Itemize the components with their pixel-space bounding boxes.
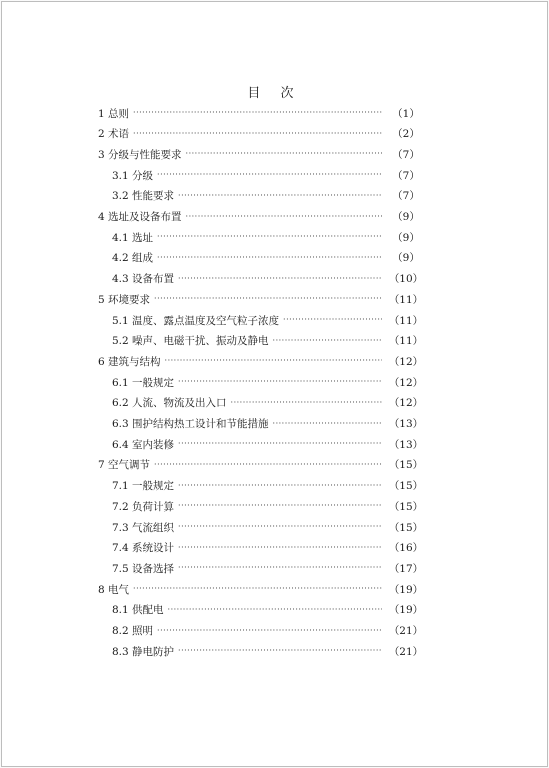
- toc-leader-dots: [157, 227, 382, 247]
- toc-leader-dots: [178, 372, 382, 392]
- toc-entry-label: 8.1 供配电: [112, 604, 164, 617]
- toc-leader-dots: [133, 103, 382, 123]
- toc-leader-dots: [157, 248, 382, 268]
- toc-entry-label: 5.1 温度、露点温度及空气粒子浓度: [112, 314, 280, 327]
- toc-entry-label: 2 术语: [98, 128, 130, 141]
- toc-entry[interactable]: [98, 207, 424, 227]
- toc-entry[interactable]: [112, 310, 424, 330]
- toc-entry-page: （21）: [388, 625, 424, 637]
- toc-entry[interactable]: [112, 248, 424, 268]
- toc-leader-dots: [186, 207, 382, 227]
- toc-entry-page: （19）: [388, 583, 424, 596]
- toc-entry[interactable]: [98, 289, 424, 309]
- toc-entry-label: 8 电气: [98, 583, 130, 596]
- toc-entry-page: （7）: [392, 148, 420, 161]
- toc-entry-page: （12）: [388, 397, 424, 410]
- toc-entry-label: 8.3 静电防护: [112, 645, 175, 658]
- toc-entry-label: 4 选址及设备布置: [98, 211, 182, 223]
- toc-entry-label: 4.3 设备布置: [112, 273, 175, 286]
- toc-entry[interactable]: [112, 186, 424, 206]
- toc-entry-label: 7.2 负荷计算: [112, 500, 175, 513]
- toc-entry-page: （13）: [388, 418, 424, 430]
- toc-entry-page: （12）: [388, 376, 424, 389]
- toc-entry[interactable]: [112, 269, 424, 289]
- toc-entry[interactable]: [112, 517, 424, 537]
- toc-entry[interactable]: [98, 144, 424, 164]
- toc-entry-page: （12）: [388, 355, 424, 368]
- toc-entry-page: （15）: [388, 500, 424, 513]
- toc-entry-page: （15）: [388, 459, 424, 472]
- toc-leader-dots: [186, 144, 382, 164]
- toc-leader-dots: [283, 310, 382, 330]
- toc-entry[interactable]: [112, 372, 424, 392]
- toc-entry[interactable]: [98, 103, 424, 123]
- toc-leader-dots: [273, 331, 382, 351]
- toc-entry-page: （9）: [392, 252, 420, 265]
- toc-entry-page: （11）: [388, 314, 424, 327]
- toc-entry-page: （15）: [388, 521, 424, 534]
- toc-entry-label: 6 建筑与结构: [98, 355, 161, 368]
- toc-entry[interactable]: [112, 496, 424, 516]
- toc-leader-dots: [154, 289, 382, 309]
- toc-leader-dots: [133, 124, 382, 144]
- toc-entry-page: （21）: [388, 645, 424, 658]
- toc-entry-page: （15）: [388, 480, 424, 493]
- toc-entry-page: （7）: [392, 190, 420, 203]
- toc-entry-label: 6.4 室内装修: [112, 438, 175, 451]
- toc-entry[interactable]: [112, 414, 424, 434]
- toc-leader-dots: [178, 641, 382, 661]
- toc-entry-label: 1 总则: [98, 107, 130, 120]
- toc-leader-dots: [157, 165, 382, 185]
- toc-entry[interactable]: [112, 641, 424, 661]
- toc-entry-label: 7.1 一般规定: [112, 480, 175, 493]
- toc-entry[interactable]: [112, 434, 424, 454]
- toc-leader-dots: [178, 434, 382, 454]
- toc-entry[interactable]: [112, 621, 424, 641]
- toc-entry-label: 7 空气调节: [98, 459, 151, 472]
- toc-entry[interactable]: [112, 393, 424, 413]
- toc-entry-page: （2）: [392, 128, 420, 141]
- toc-entry-label: 6.1 一般规定: [112, 376, 175, 389]
- toc-entry[interactable]: [98, 351, 424, 371]
- toc-leader-dots: [178, 496, 382, 516]
- toc-entry[interactable]: [112, 476, 424, 496]
- toc-leader-dots: [133, 579, 382, 599]
- toc-leader-dots: [231, 393, 382, 413]
- toc-entry-page: （10）: [388, 273, 424, 286]
- toc-entry-page: （11）: [388, 335, 424, 348]
- toc-entry[interactable]: [112, 538, 424, 558]
- toc-entry[interactable]: [112, 600, 424, 620]
- toc-entry-page: （9）: [392, 231, 420, 244]
- toc-entry[interactable]: [112, 331, 424, 351]
- toc-leader-dots: [154, 455, 382, 475]
- toc-entry-label: 5.2 噪声、电磁干扰、振动及静电: [112, 335, 269, 348]
- toc-leader-dots: [178, 517, 382, 537]
- toc-entry-label: 5 环境要求: [98, 293, 151, 306]
- toc-leader-dots: [178, 186, 382, 206]
- toc-leader-dots: [178, 476, 382, 496]
- toc-entry-label: 6.2 人流、物流及出入口: [112, 397, 227, 410]
- toc-leader-dots: [168, 600, 382, 620]
- toc-leader-dots: [178, 269, 382, 289]
- toc-entry-page: （16）: [388, 542, 424, 555]
- page-title: 目 次: [247, 86, 302, 101]
- toc-leader-dots: [178, 558, 382, 578]
- toc-entry[interactable]: [112, 165, 424, 185]
- toc-entry-label: 3.1 分级: [112, 169, 154, 182]
- toc-leader-dots: [157, 621, 382, 641]
- toc-entry-label: 7.4 系统设计: [112, 542, 175, 555]
- toc-entry-page: （13）: [388, 438, 424, 451]
- toc-entry-page: （17）: [388, 562, 424, 575]
- toc-entry-page: （7）: [392, 169, 420, 182]
- toc-entry[interactable]: [98, 124, 424, 144]
- toc-entry-label: 8.2 照明: [112, 625, 154, 637]
- toc-entry-label: 7.3 气流组织: [112, 521, 175, 534]
- toc-entry-label: 3.2 性能要求: [112, 190, 175, 203]
- toc-entry-page: （1）: [392, 107, 420, 120]
- toc-entry-label: 4.2 组成: [112, 252, 154, 265]
- toc-entry-page: （19）: [388, 604, 424, 617]
- toc-entry-page: （9）: [392, 211, 420, 223]
- toc-entry-label: 7.5 设备选择: [112, 562, 175, 575]
- toc-entry-page: （11）: [388, 293, 424, 306]
- toc-entry[interactable]: [112, 227, 424, 247]
- document-page: [1, 1, 548, 767]
- toc-entry[interactable]: [112, 558, 424, 578]
- toc-leader-dots: [273, 414, 382, 434]
- toc-entry-label: 4.1 选址: [112, 231, 154, 244]
- toc-entry-label: 6.3 围护结构热工设计和节能措施: [112, 418, 269, 430]
- toc-entry[interactable]: [98, 579, 424, 599]
- toc-entry[interactable]: [98, 455, 424, 475]
- toc-entry-label: 3 分级与性能要求: [98, 148, 182, 161]
- toc-leader-dots: [178, 538, 382, 558]
- toc-leader-dots: [165, 351, 382, 371]
